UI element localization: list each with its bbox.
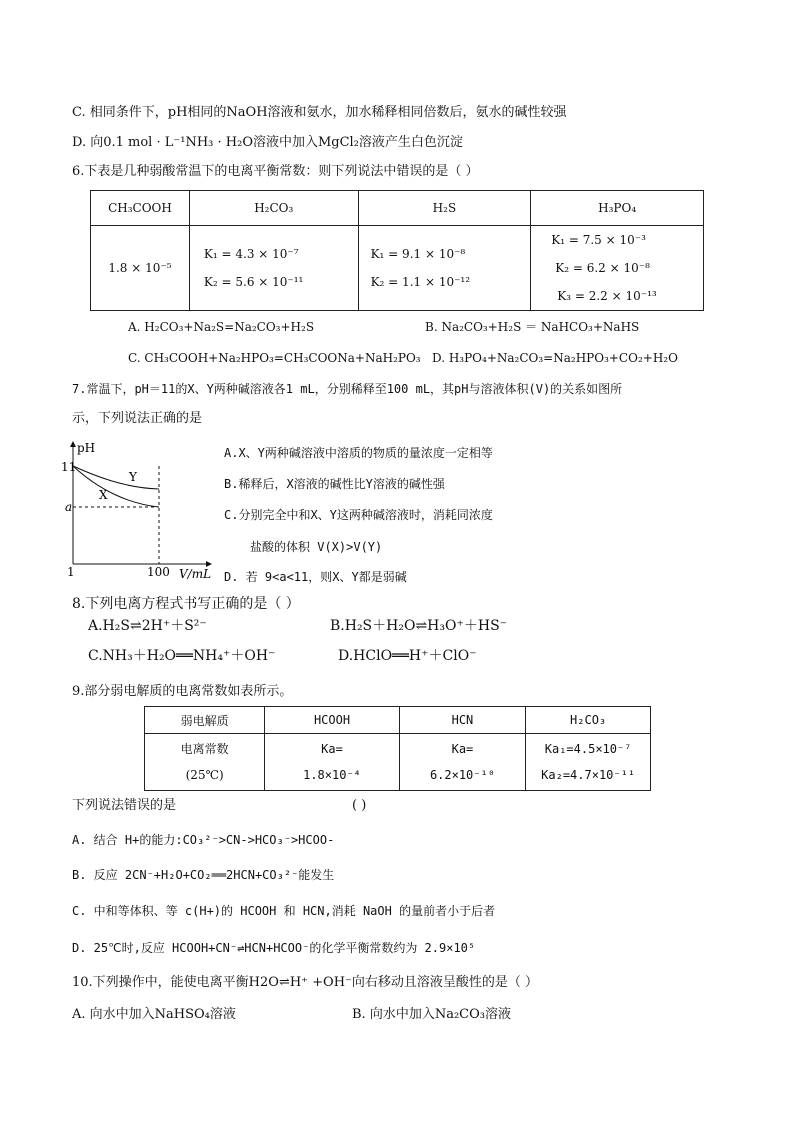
q8-option-b: B.H₂S＋H₂O⇌H₃O⁺＋HS⁻ xyxy=(330,618,508,634)
q9-option-d: D. 25℃时,反应 HCOOH+CN⁻⇌HCN+HCOO⁻的化学平衡常数约为 2.9×10⁵ xyxy=(72,941,476,955)
q7-option-c1: C.分别完全中和X、Y这两种碱溶液时，消耗同浓度 xyxy=(224,508,493,522)
q6-h3po4-k2: K₂ = 6.2 × 10⁻⁸ xyxy=(555,261,650,275)
q5-option-c: C. 相同条件下，pH相同的NaOH溶液和氨水，加水稀释相同倍数后，氨水的碱性较强 xyxy=(72,105,567,120)
q9-stem: 9.部分弱电解质的电离常数如表所示。 xyxy=(72,684,293,699)
q9-row-label-1: 电离常数 xyxy=(180,742,229,756)
q8-option-c: C.NH₃＋H₂O══NH₄⁺＋OH⁻ xyxy=(88,648,276,664)
q6-stem: 6.下表是几种弱酸常温下的电离平衡常数：则下列说法中错误的是（ ） xyxy=(72,164,479,179)
q6-h3po4-values xyxy=(531,226,704,311)
q10-stem: 10.下列操作中，能使电离平衡H2O⇌H⁺ +OH⁻向右移动且溶液呈酸性的是（ ） xyxy=(72,975,539,990)
q9-h2co3-ka1: Ka₁=4.5×10⁻⁷ xyxy=(544,742,632,756)
q9-row-label xyxy=(145,734,265,791)
q6-h2s-values xyxy=(358,226,531,311)
q7-option-d: D. 若 9<a<11，则X、Y都是弱碱 xyxy=(224,570,407,584)
q9-option-a: A. 结合 H+的能力:CO₃²⁻>CN->HCO₃⁻>HCOO- xyxy=(72,833,335,847)
q6-option-d: D. H₃PO₄+Na₂CO₃=Na₂HPO₃+CO₂+H₂O xyxy=(432,351,678,365)
q9-header-hcn: HCN xyxy=(399,707,526,734)
q9-h2co3-ka2: Ka₂=4.7×10⁻¹¹ xyxy=(541,768,636,782)
q9-header-h2co3: H₂CO₃ xyxy=(526,707,651,734)
q6-h2s-k2: K₂ = 1.1 × 10⁻¹² xyxy=(370,275,471,289)
q6-h2co3-k1: K₁ = 4.3 × 10⁻⁷ xyxy=(203,247,299,261)
q10-option-a: A. 向水中加入NaHSO₄溶液 xyxy=(72,1007,236,1022)
graph-y-tick-a: a xyxy=(65,500,73,514)
graph-label-y: Y xyxy=(129,470,137,484)
q8-option-d: D.HClO══H⁺＋ClO⁻ xyxy=(338,648,477,664)
graph-origin: 1 xyxy=(67,565,75,579)
q6-option-b: B. Na₂CO₃+H₂S ＝ NaHCO₃+NaHS xyxy=(425,320,640,334)
q7-ph-graph xyxy=(55,436,215,581)
q6-h2co3-k2: K₂ = 5.6 × 10⁻¹¹ xyxy=(203,275,304,289)
graph-y-tick-11: 11 xyxy=(61,460,77,474)
q9-hcooh-num: 1.8×10⁻⁴ xyxy=(303,768,361,782)
q9-option-c: C. 中和等体积、等 c(H+)的 HCOOH 和 HCN,消耗 NaOH 的量前者小于后者 xyxy=(72,904,496,918)
q6-h3po4-k3: K₃ = 2.2 × 10⁻¹³ xyxy=(557,289,657,303)
q6-h2s-k1: K₁ = 9.1 × 10⁻⁸ xyxy=(370,247,466,261)
graph-xlabel: V/mL xyxy=(179,567,212,581)
q6-header-h2s: H₂S xyxy=(358,191,531,226)
q9-hcn-num: 6.2×10⁻¹⁰ xyxy=(429,768,495,782)
q9-sub-stem: 下列说法错误的是 xyxy=(72,798,177,813)
q8-stem: 8.下列电离方程式书写正确的是（ ） xyxy=(72,596,300,612)
q6-header-ch3cooh: CH₃COOH xyxy=(91,191,190,226)
q7-option-b: B.稀释后，X溶液的碱性比Y溶液的碱性强 xyxy=(224,477,445,491)
q6-h3po4-k1: K₁ = 7.5 × 10⁻³ xyxy=(551,233,646,247)
q7-option-a: A.X、Y两种碱溶液中溶质的物质的量浓度一定相等 xyxy=(224,446,493,460)
q5-option-d: D. 向0.1 mol · L⁻¹NH₃ · H₂O溶液中加入MgCl₂溶液产生白色沉淀 xyxy=(72,135,463,150)
q9-hcooh-value xyxy=(265,734,399,791)
graph-label-x: X xyxy=(99,488,108,502)
q9-header-electrolyte: 弱电解质 xyxy=(145,707,265,734)
q7-stem-line2: 示，下列说法正确的是 xyxy=(72,411,203,426)
q8-option-a: A.H₂S⇌2H⁺＋S²⁻ xyxy=(88,618,207,634)
q6-header-h3po4: H₃PO₄ xyxy=(531,191,704,226)
q7-stem-line1: 7.常温下，pH＝11的X、Y两种碱溶液各1 mL，分别稀释至100 mL，其pH与溶液体积(V)的关系如图所 xyxy=(72,382,623,396)
q6-option-a: A. H₂CO₃+Na₂S=Na₂CO₃+H₂S xyxy=(128,320,315,334)
q9-table xyxy=(144,706,651,791)
graph-x-tick-100: 100 xyxy=(147,565,170,579)
q6-h2co3-values xyxy=(189,226,358,311)
q6-option-c: C. CH₃COOH+Na₂HPO₃=CH₃COONa+NaH₂PO₃ xyxy=(128,351,421,365)
q9-h2co3-value xyxy=(526,734,651,791)
q10-option-b: B. 向水中加入Na₂CO₃溶液 xyxy=(352,1007,511,1022)
q6-table xyxy=(90,190,704,311)
graph-ylabel: pH xyxy=(77,441,96,455)
q6-ch3cooh-value: 1.8 × 10⁻⁵ xyxy=(91,226,190,311)
q9-hcn-value xyxy=(399,734,526,791)
graph-curve-x xyxy=(73,466,159,507)
q7-option-c2: 盐酸的体积 V(X)>V(Y) xyxy=(250,540,383,554)
q9-hcooh-ka: Ka= xyxy=(321,742,343,756)
q9-bracket: ( ) xyxy=(352,798,367,813)
q9-header-hcooh: HCOOH xyxy=(265,707,399,734)
q6-header-h2co3: H₂CO₃ xyxy=(189,191,358,226)
q9-row-label-2: (25℃) xyxy=(185,768,224,782)
q9-option-b: B. 反应 2CN⁻+H₂O+CO₂══2HCN+CO₃²⁻能发生 xyxy=(72,868,335,882)
q9-hcn-ka: Ka= xyxy=(451,742,474,756)
